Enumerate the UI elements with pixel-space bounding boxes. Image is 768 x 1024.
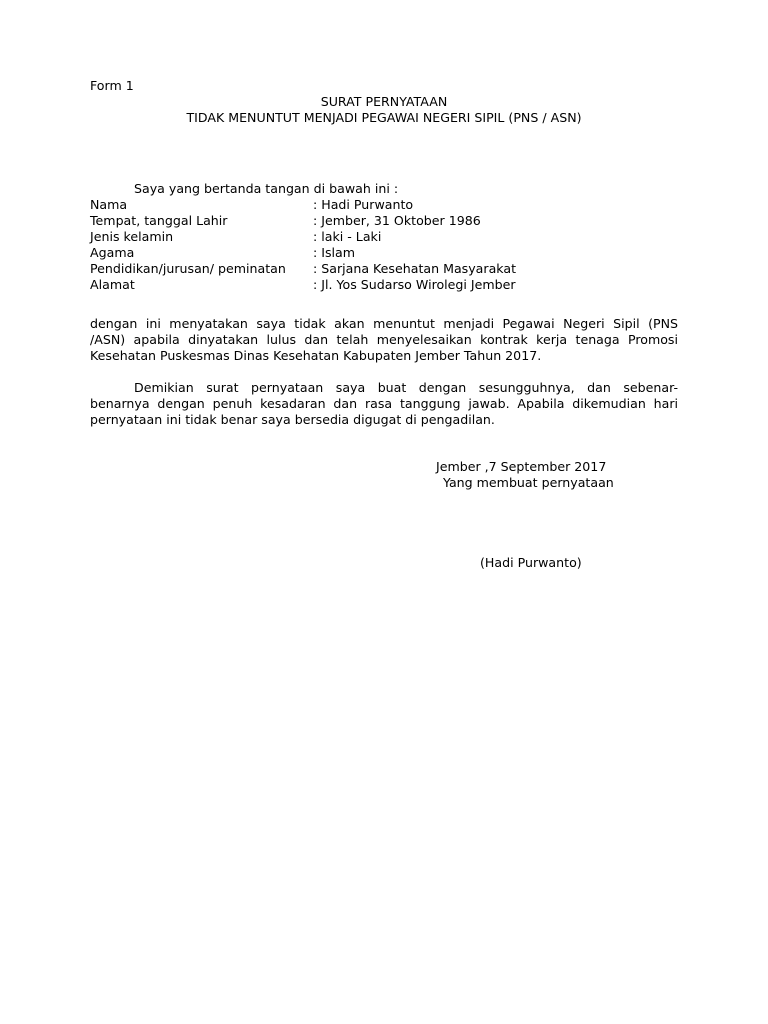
statement-line-2: /ASN) apabila dinyatakan lulus dan telah menyelesaikan kontrak kerja tenaga Promosi: [90, 332, 678, 347]
field-value-nama: : Hadi Purwanto: [313, 197, 414, 212]
document-subtitle: TIDAK MENUNTUT MENJADI PEGAWAI NEGERI SIPIL (PNS / ASN): [186, 110, 582, 125]
statement-line-3: Kesehatan Puskesmas Dinas Kesehatan Kabupaten Jember Tahun 2017.: [90, 348, 542, 363]
field-value-tempat-tanggal-lahir: : Jember, 31 Oktober 1986: [313, 213, 481, 228]
field-value-agama: : Islam: [313, 245, 356, 260]
form-label: Form 1: [90, 78, 134, 93]
document-title: SURAT PERNYATAAN: [320, 94, 448, 109]
field-label-pendidikan: Pendidikan/jurusan/ peminatan: [90, 261, 286, 276]
field-value-pendidikan: : Sarjana Kesehatan Masyarakat: [313, 261, 517, 276]
signer-name: (Hadi Purwanto): [480, 555, 582, 570]
statement-line-1: dengan ini menyatakan saya tidak akan menuntut menjadi Pegawai Negeri Sipil (PNS: [90, 316, 678, 331]
closing-line-3: pernyataan ini tidak benar saya bersedia digugat di pengadilan.: [90, 412, 495, 427]
intro-text: Saya yang bertanda tangan di bawah ini :: [134, 181, 399, 196]
place-date: Jember ,7 September 2017: [436, 459, 607, 474]
field-value-alamat: : Jl. Yos Sudarso Wirolegi Jember: [313, 277, 516, 292]
closing-line-2: benarnya dengan penuh kesadaran dan rasa tanggung jawab. Apabila dikemudian hari: [90, 396, 678, 411]
field-label-tempat-tanggal-lahir: Tempat, tanggal Lahir: [90, 213, 228, 228]
field-label-alamat: Alamat: [90, 277, 135, 292]
field-value-jenis-kelamin: : laki - Laki: [313, 229, 382, 244]
closing-line-1: Demikian surat pernyataan saya buat dengan sesungguhnya, dan sebenar-: [134, 380, 678, 395]
field-label-agama: Agama: [90, 245, 135, 260]
field-label-jenis-kelamin: Jenis kelamin: [90, 229, 174, 244]
field-label-nama: Nama: [90, 197, 128, 212]
maker-label: Yang membuat pernyataan: [443, 475, 614, 490]
